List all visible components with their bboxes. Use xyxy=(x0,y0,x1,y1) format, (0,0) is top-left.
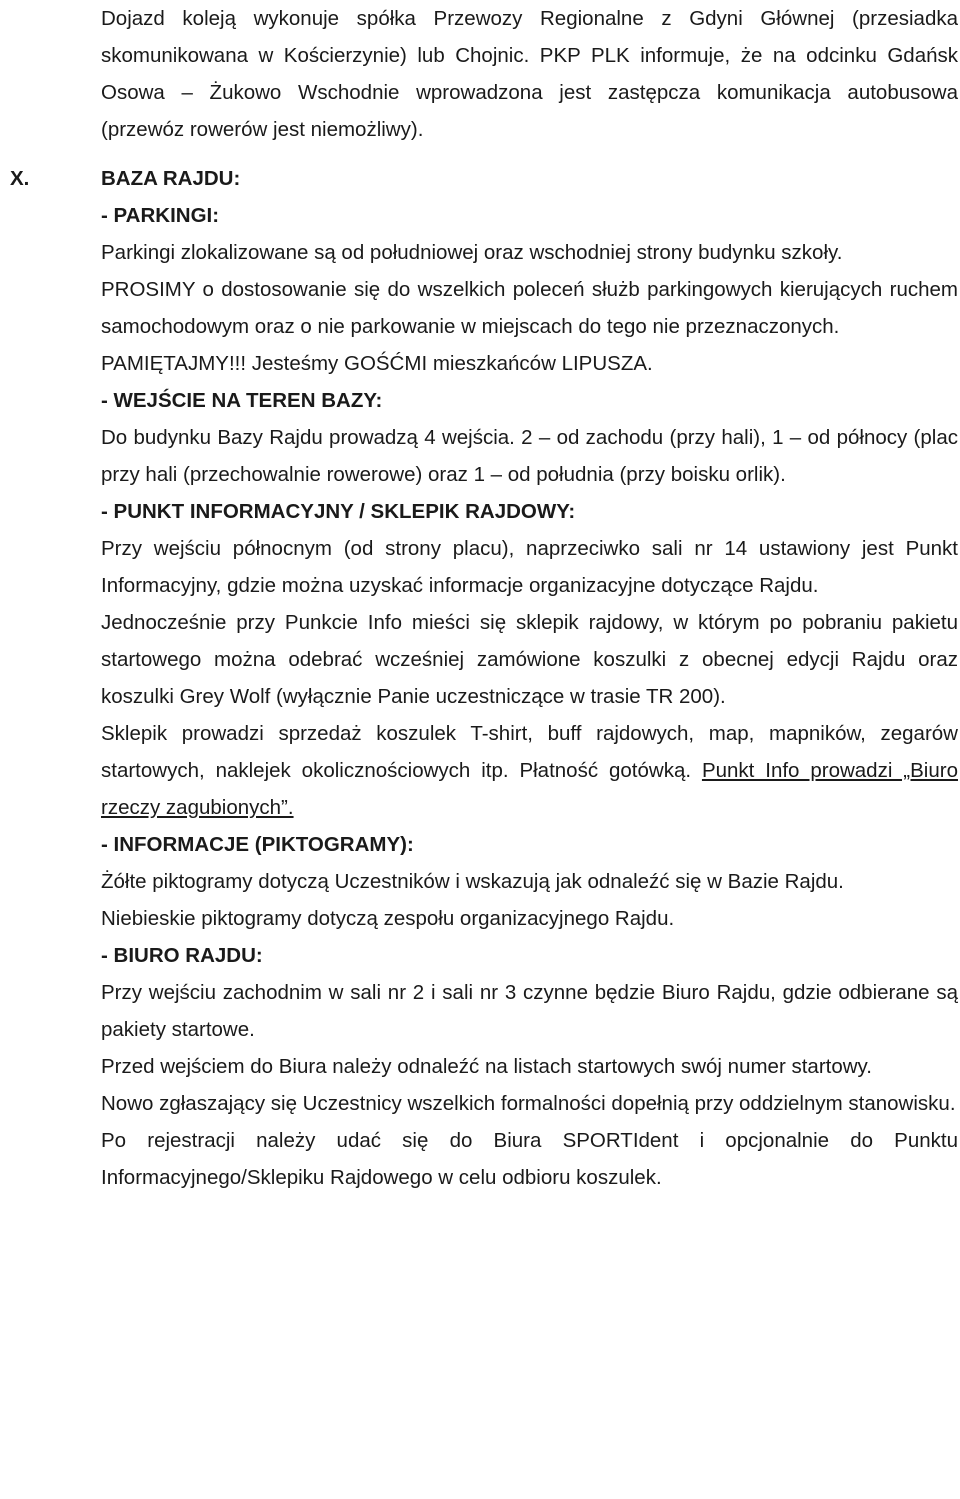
intro-paragraph: Dojazd koleją wykonuje spółka Przewozy Regionalne z Gdyni Głównej (przesiadka skomunikowana w Kościerzynie) lub Chojnic. PKP PLK informuje, że na odcinku Gdańsk Osowa – Żukowo Wschodnie wprowadzona jest zastępcza komunikacja autobusowa (przewóz rowerów jest niemożliwy). xyxy=(101,7,958,141)
punkt-heading: - PUNKT INFORMACYJNY / SKLEPIK RAJDOWY: xyxy=(101,500,576,523)
punkt-paragraph-3 xyxy=(101,715,958,826)
document-page xyxy=(10,0,958,1196)
section-baza-rajdu xyxy=(10,160,958,1196)
punkt-paragraph-3-text: Sklepik prowadzi sprzedaż koszulek T-shirt, buff rajdowych, map, mapników, zegarów startowych, naklejek okolicznościowych itp. Płatność gotówką. xyxy=(101,722,958,782)
biuro-paragraph-2: Przed wejściem do Biura należy odnaleźć na listach startowych swój numer startowy. xyxy=(101,1055,872,1078)
wejscie-paragraph-1: Do budynku Bazy Rajdu prowadzą 4 wejścia. 2 – od zachodu (przy hali), 1 – od północy (plac przy hali (przechowalnie rowerowe) oraz 1 – od południa (przy boisku orlik). xyxy=(101,426,958,486)
informacje-paragraph-2: Niebieskie piktogramy dotyczą zespołu organizacyjnego Rajdu. xyxy=(101,907,675,930)
section-title: BAZA RAJDU: xyxy=(101,167,241,190)
parkingi-paragraph-3: PAMIĘTAJMY!!! Jesteśmy GOŚĆMI mieszkańców LIPUSZA. xyxy=(101,352,653,375)
parkingi-paragraph-1: Parkingi zlokalizowane są od południowej oraz wschodniej strony budynku szkoły. xyxy=(101,241,843,264)
informacje-heading: - INFORMACJE (PIKTOGRAMY): xyxy=(101,833,414,856)
biuro-paragraph-1: Przy wejściu zachodnim w sali nr 2 i sali nr 3 czynne będzie Biuro Rajdu, gdzie odbierane są pakiety startowe. xyxy=(101,981,958,1041)
punkt-paragraph-1: Przy wejściu północnym (od strony placu), naprzeciwko sali nr 14 ustawiony jest Punkt Informacyjny, gdzie można uzyskać informacje organizacyjne dotyczące Rajdu. xyxy=(101,537,958,597)
biuro-paragraph-4: Po rejestracji należy udać się do Biura SPORTIdent i opcjonalnie do Punktu Informacyjnego/Sklepiku Rajdowego w celu odbioru koszulek. xyxy=(101,1129,958,1189)
biuro-paragraph-3: Nowo zgłaszający się Uczestnicy wszelkich formalności dopełnią przy oddzielnym stanowisku. xyxy=(101,1092,956,1115)
lost-and-found-note: Punkt Info prowadzi „Biuro rzeczy zagubionych”. xyxy=(101,759,958,819)
informacje-paragraph-1: Żółte piktogramy dotyczą Uczestników i wskazują jak odnaleźć się w Bazie Rajdu. xyxy=(101,870,844,893)
section-number: X. xyxy=(10,167,30,190)
parkingi-heading: - PARKINGI: xyxy=(101,204,220,227)
wejscie-heading: - WEJŚCIE NA TEREN BAZY: xyxy=(101,389,383,412)
biuro-heading: - BIURO RAJDU: xyxy=(101,944,263,967)
punkt-paragraph-2: Jednocześnie przy Punkcie Info mieści się sklepik rajdowy, w którym po pobraniu pakietu startowego można odebrać wcześniej zamówione koszulki z obecnej edycji Rajdu oraz koszulki Grey Wolf (wyłącznie Panie uczestniczące w trasie TR 200). xyxy=(101,611,958,708)
parkingi-paragraph-2: PROSIMY o dostosowanie się do wszelkich poleceń służb parkingowych kierujących ruchem samochodowym oraz o nie parkowanie w miejscach do tego nie przeznaczonych. xyxy=(101,278,958,338)
